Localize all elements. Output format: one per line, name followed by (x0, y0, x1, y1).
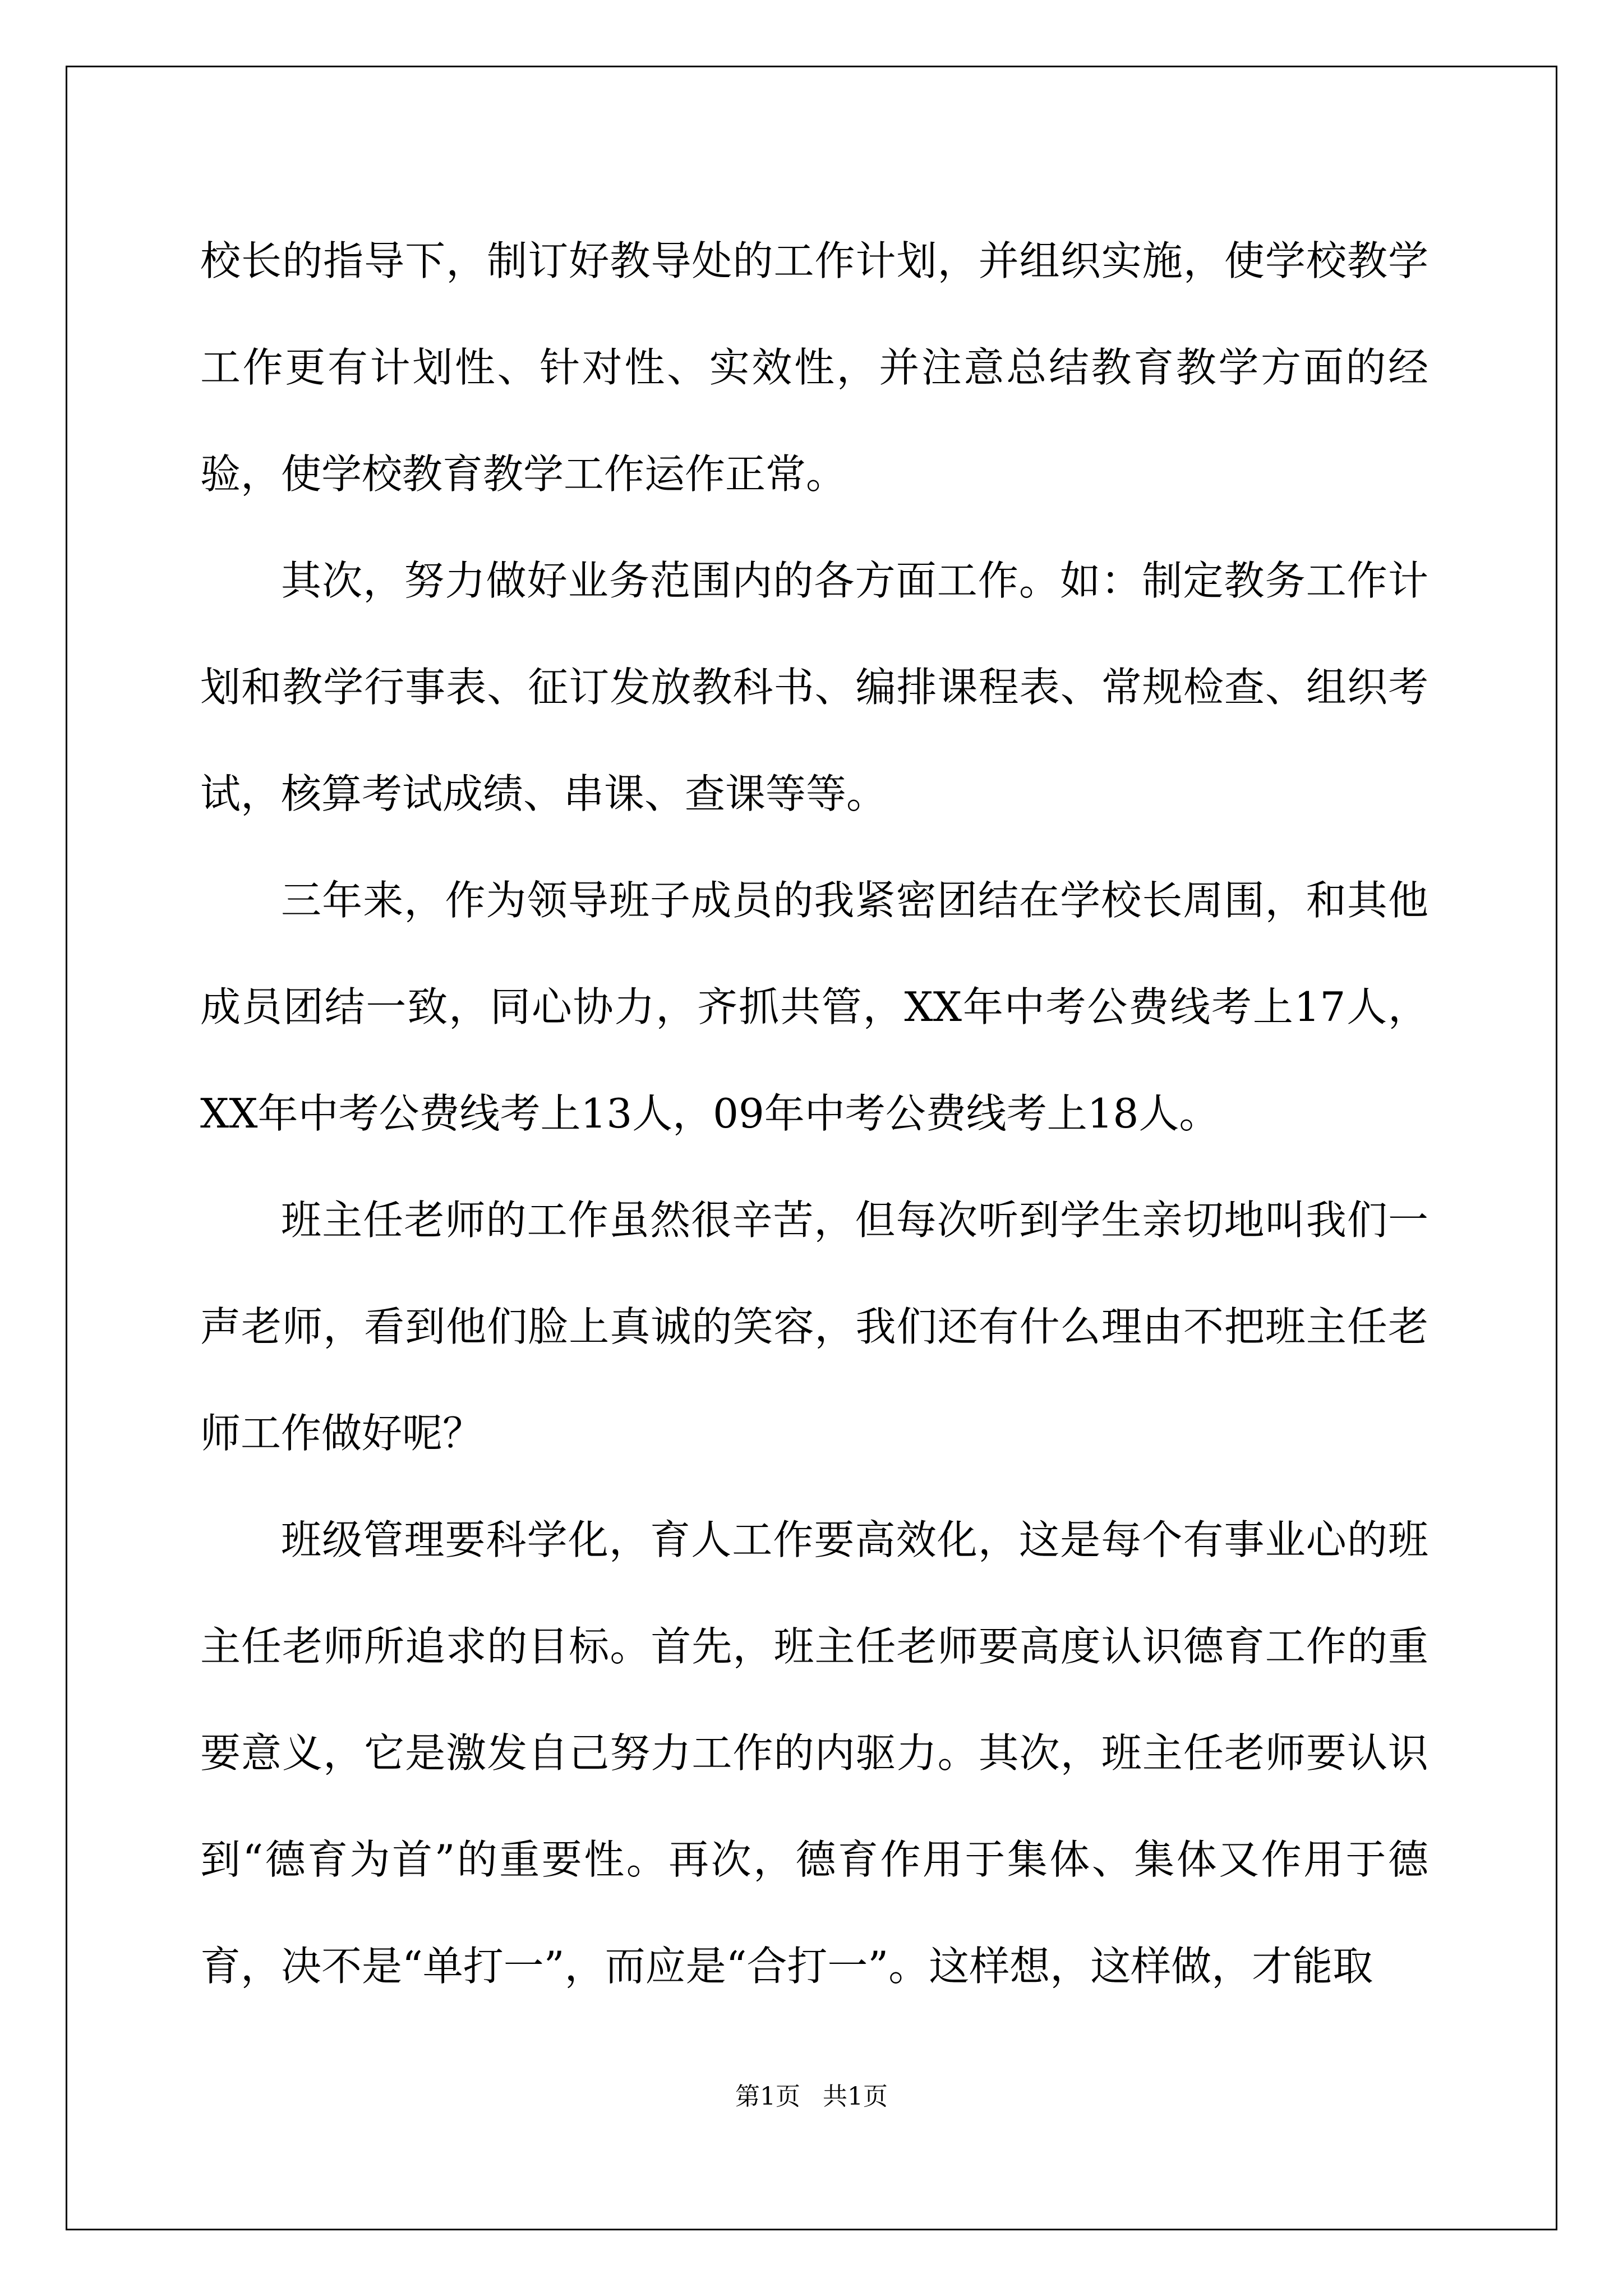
paragraph-5: 班级管理要科学化，育人工作要高效化，这是每个有事业心的班主任老师所追求的目标。首先，班主任老师要高度认识德育工作的重要意义，它是激发自己努力工作的内驱力。其次，班主任老师要认识到“德育为首”的重要性。再次，德育作用于集体、集体又作用于德育，决不是“单打一”，而应是“合打一”。这样想，这样做，才能取 (200, 1516, 1428, 1990)
document-body (200, 208, 1428, 2019)
paragraph-2: 其次，努力做好业务范围内的各方面工作。如：制定教务工作计划和教学行事表、征订发放教科书、编排课程表、常规检查、组织考试，核算考试成绩、串课、查课等等。 (200, 557, 1428, 817)
page-footer (0, 2080, 1623, 2114)
page-number-current: 第1页 (735, 2082, 800, 2111)
paragraph-1: 校长的指导下，制订好教导处的工作计划，并组织实施，使学校教学工作更有计划性、针对性、实效性，并注意总结教育教学方面的经验，使学校教育教学工作运作正常。 (200, 237, 1428, 498)
paragraph-3: 三年来，作为领导班子成员的我紧密团结在学校长周围，和其他成员团结一致，同心协力，齐抓共管，XX年中考公费线考上17人，XX年中考公费线考上13人，09年中考公费线考上18人。 (200, 877, 1428, 1137)
paragraph-4: 班主任老师的工作虽然很辛苦，但每次听到学生亲切地叫我们一声老师，看到他们脸上真诚的笑容，我们还有什么理由不把班主任老师工作做好呢？ (200, 1197, 1428, 1457)
page-number-total: 共1页 (823, 2082, 888, 2111)
